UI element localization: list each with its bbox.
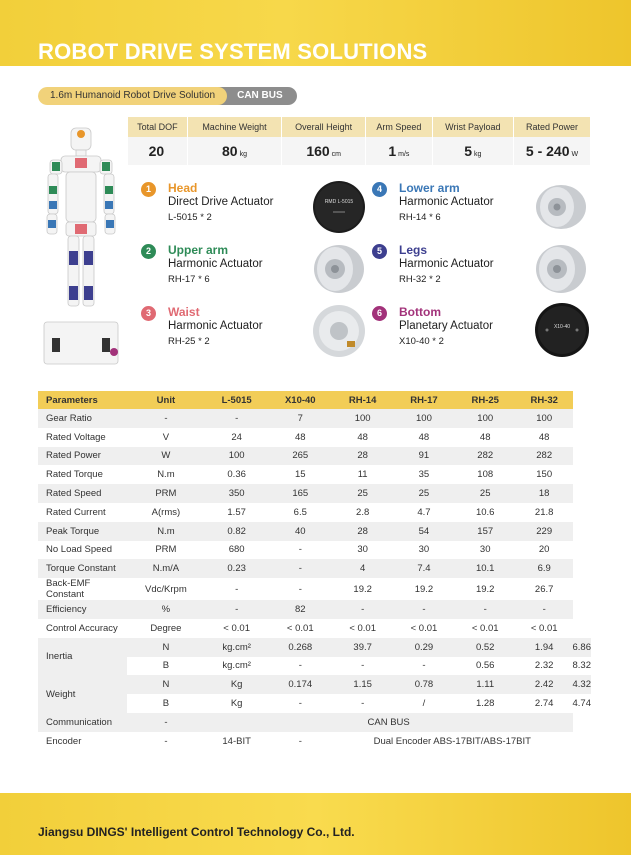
- table-cell: 100: [393, 409, 454, 428]
- table-cell: 6.86: [573, 638, 592, 657]
- actuator-image-rh14: [533, 179, 589, 235]
- table-cell: -: [205, 578, 269, 600]
- table-cell: < 0.01: [516, 619, 573, 638]
- table-cell: 0.268: [269, 638, 332, 657]
- table-cell: 28: [332, 522, 393, 541]
- table-cell: 350: [205, 484, 269, 503]
- table-cell: 0.23: [205, 559, 269, 578]
- table-cell: 6.9: [516, 559, 573, 578]
- svg-text:X10-40: X10-40: [553, 324, 571, 330]
- table-cell: 0.82: [205, 522, 269, 541]
- actuator-image-l5015: [311, 179, 367, 235]
- table-cell: 48: [269, 428, 332, 447]
- table-cell: 20: [516, 541, 573, 560]
- table-cell: 82: [269, 600, 332, 619]
- table-cell: -: [269, 657, 332, 676]
- svg-text:RMD L-5015: RMD L-5015: [324, 199, 354, 205]
- table-cell: -: [127, 713, 205, 732]
- table-row: [38, 713, 591, 732]
- table-cell: 21.8: [516, 503, 573, 522]
- table-row: [38, 428, 591, 447]
- table-cell: 2.32: [516, 657, 573, 676]
- table-cell: 1.11: [455, 675, 516, 694]
- table-cell: 165: [269, 484, 332, 503]
- table-cell: 100: [516, 409, 573, 428]
- table-cell: -: [393, 600, 454, 619]
- table-cell: 28: [332, 447, 393, 466]
- table-cell: %: [127, 600, 205, 619]
- table-cell: 229: [516, 522, 573, 541]
- table-cell: Kg: [205, 675, 269, 694]
- col-header: RH-32: [516, 391, 573, 409]
- table-row: [38, 484, 591, 503]
- table-row: [38, 732, 591, 751]
- table-cell: 282: [455, 447, 516, 466]
- table-row: [38, 619, 591, 638]
- table-cell: 25: [455, 484, 516, 503]
- table-cell: 8.32: [573, 657, 592, 676]
- table-cell: N.m/A: [127, 559, 205, 578]
- row-label: Inertia: [38, 638, 127, 676]
- row-label: No Load Speed: [38, 541, 127, 560]
- table-cell: 4.32: [573, 675, 592, 694]
- table-cell: 19.2: [455, 578, 516, 600]
- table-cell: 30: [455, 541, 516, 560]
- table-cell: -: [269, 541, 332, 560]
- table-cell: -: [205, 409, 269, 428]
- table-cell: -: [332, 600, 393, 619]
- col-header: Unit: [127, 391, 205, 409]
- table-cell: 4.7: [393, 503, 454, 522]
- table-cell: 150: [516, 465, 573, 484]
- table-cell: Vdc/Krpm: [127, 578, 205, 600]
- table-cell: 24: [205, 428, 269, 447]
- actuator-image-x1040: [533, 301, 591, 359]
- parameters-table: [38, 391, 591, 751]
- table-cell: V: [127, 428, 205, 447]
- spec-header: Wrist Payload: [432, 117, 513, 137]
- spec-header: Arm Speed: [366, 117, 433, 137]
- bus-label: CAN BUS: [217, 87, 297, 105]
- table-cell: 282: [516, 447, 573, 466]
- table-row: [38, 522, 591, 541]
- table-cell: 100: [332, 409, 393, 428]
- sub-label: B: [127, 657, 205, 676]
- table-cell: -: [332, 657, 393, 676]
- table-cell: kg.cm²: [205, 638, 269, 657]
- table-cell: 11: [332, 465, 393, 484]
- table-cell: 10.1: [455, 559, 516, 578]
- table-cell: -: [269, 578, 332, 600]
- table-cell: 10.6: [455, 503, 516, 522]
- row-label: Communication: [38, 713, 127, 732]
- actuator-image-rh25: [311, 303, 367, 359]
- row-label: Rated Voltage: [38, 428, 127, 447]
- table-cell: 0.36: [205, 465, 269, 484]
- spec-value-payload: 5 kg: [432, 137, 513, 165]
- actuator-image-rh32: [533, 241, 589, 297]
- table-cell: 25: [332, 484, 393, 503]
- spec-value-power: 5 - 240 W: [514, 137, 591, 165]
- solution-pill: [38, 87, 297, 105]
- table-cell: 48: [516, 428, 573, 447]
- col-header: RH-17: [393, 391, 454, 409]
- table-cell: 25: [393, 484, 454, 503]
- company-name: Jiangsu DINGS' Intelligent Control Technology Co., Ltd.: [38, 825, 355, 839]
- row-label: Encoder: [38, 732, 127, 751]
- table-cell: 26.7: [516, 578, 573, 600]
- table-cell: kg.cm²: [205, 657, 269, 676]
- table-row: [38, 465, 591, 484]
- table-cell: 30: [332, 541, 393, 560]
- row-label: Torque Constant: [38, 559, 127, 578]
- table-cell: N.m: [127, 465, 205, 484]
- table-row: [38, 675, 591, 694]
- table-cell: -: [516, 600, 573, 619]
- col-header: X10-40: [269, 391, 332, 409]
- row-label: Efficiency: [38, 600, 127, 619]
- table-row: [38, 447, 591, 466]
- table-cell: 18: [516, 484, 573, 503]
- table-cell: 0.174: [269, 675, 332, 694]
- row-label: Rated Speed: [38, 484, 127, 503]
- table-cell: PRM: [127, 484, 205, 503]
- table-row: [38, 578, 591, 600]
- actuator-image-rh17: [311, 241, 367, 297]
- table-cell: A(rms): [127, 503, 205, 522]
- sub-label: N: [127, 675, 205, 694]
- row-label: Back-EMF Constant: [38, 578, 127, 600]
- table-cell: Kg: [205, 694, 269, 713]
- table-cell: /: [393, 694, 454, 713]
- col-header: RH-25: [455, 391, 516, 409]
- humanoid-robot-illustration: [38, 126, 126, 366]
- table-cell: 265: [269, 447, 332, 466]
- table-cell: 48: [455, 428, 516, 447]
- spec-header: Rated Power: [514, 117, 591, 137]
- table-cell: 2.8: [332, 503, 393, 522]
- col-header: RH-14: [332, 391, 393, 409]
- table-cell: 1.94: [516, 638, 573, 657]
- footer-band: [0, 793, 631, 855]
- table-cell: 6.5: [269, 503, 332, 522]
- table-cell: 35: [393, 465, 454, 484]
- table-cell: -: [269, 694, 332, 713]
- table-cell: 19.2: [393, 578, 454, 600]
- header-band: [0, 0, 631, 66]
- table-cell: 14-BIT: [205, 732, 269, 751]
- table-cell: 91: [393, 447, 454, 466]
- table-cell: PRM: [127, 541, 205, 560]
- table-cell: 7: [269, 409, 332, 428]
- table-cell: 7.4: [393, 559, 454, 578]
- table-cell: 100: [205, 447, 269, 466]
- table-cell: < 0.01: [269, 619, 332, 638]
- spec-value-height: 160 cm: [282, 137, 366, 165]
- row-label: Weight: [38, 675, 127, 713]
- table-cell: 0.52: [455, 638, 516, 657]
- spec-summary-table: [128, 117, 591, 165]
- table-cell: 40: [269, 522, 332, 541]
- table-cell: 4: [332, 559, 393, 578]
- row-label: Gear Ratio: [38, 409, 127, 428]
- table-cell: 39.7: [332, 638, 393, 657]
- table-cell: < 0.01: [393, 619, 454, 638]
- spec-header: Total DOF: [128, 117, 187, 137]
- table-cell: 1.28: [455, 694, 516, 713]
- table-cell: W: [127, 447, 205, 466]
- row-label: Rated Power: [38, 447, 127, 466]
- solution-label: 1.6m Humanoid Robot Drive Solution: [38, 87, 227, 105]
- table-cell: < 0.01: [332, 619, 393, 638]
- table-cell: N.m: [127, 522, 205, 541]
- spec-value-dof: 20: [128, 137, 187, 165]
- col-header: L-5015: [205, 391, 269, 409]
- table-cell: 54: [393, 522, 454, 541]
- col-header: Parameters: [38, 391, 127, 409]
- row-label: Rated Current: [38, 503, 127, 522]
- table-cell: -: [205, 600, 269, 619]
- table-cell: 2.74: [516, 694, 573, 713]
- table-cell: 1.57: [205, 503, 269, 522]
- table-cell: 48: [332, 428, 393, 447]
- spec-value-weight: 80 kg: [187, 137, 281, 165]
- table-cell: 30: [393, 541, 454, 560]
- spec-value-arm-speed: 1 m/s: [366, 137, 433, 165]
- sub-label: N: [127, 638, 205, 657]
- table-cell: 15: [269, 465, 332, 484]
- table-cell: -: [269, 559, 332, 578]
- table-cell: 4.74: [573, 694, 592, 713]
- table-cell: 100: [455, 409, 516, 428]
- table-cell: -: [393, 657, 454, 676]
- page-title: ROBOT DRIVE SYSTEM SOLUTIONS: [38, 39, 428, 64]
- spec-header: Machine Weight: [187, 117, 281, 137]
- row-label: Control Accuracy: [38, 619, 127, 638]
- table-cell: 0.78: [393, 675, 454, 694]
- table-cell: 680: [205, 541, 269, 560]
- table-cell: CAN BUS: [205, 713, 573, 732]
- table-row: [38, 409, 591, 428]
- table-row: [38, 638, 591, 657]
- table-row: [38, 503, 591, 522]
- table-cell: 0.29: [393, 638, 454, 657]
- table-cell: 0.56: [455, 657, 516, 676]
- table-row: [38, 559, 591, 578]
- row-label: Rated Torque: [38, 465, 127, 484]
- table-cell: Dual Encoder ABS-17BIT/ABS-17BIT: [332, 732, 572, 751]
- table-cell: -: [332, 694, 393, 713]
- table-cell: -: [269, 732, 332, 751]
- table-cell: 48: [393, 428, 454, 447]
- table-cell: < 0.01: [205, 619, 269, 638]
- table-cell: 19.2: [332, 578, 393, 600]
- table-cell: 157: [455, 522, 516, 541]
- table-cell: 1.15: [332, 675, 393, 694]
- table-cell: -: [127, 732, 205, 751]
- table-cell: Degree: [127, 619, 205, 638]
- table-cell: -: [127, 409, 205, 428]
- table-row: [38, 600, 591, 619]
- table-cell: < 0.01: [455, 619, 516, 638]
- spec-header: Overall Height: [282, 117, 366, 137]
- table-row: [38, 541, 591, 560]
- table-cell: -: [455, 600, 516, 619]
- table-cell: 108: [455, 465, 516, 484]
- row-label: Peak Torque: [38, 522, 127, 541]
- table-cell: 2.42: [516, 675, 573, 694]
- sub-label: B: [127, 694, 205, 713]
